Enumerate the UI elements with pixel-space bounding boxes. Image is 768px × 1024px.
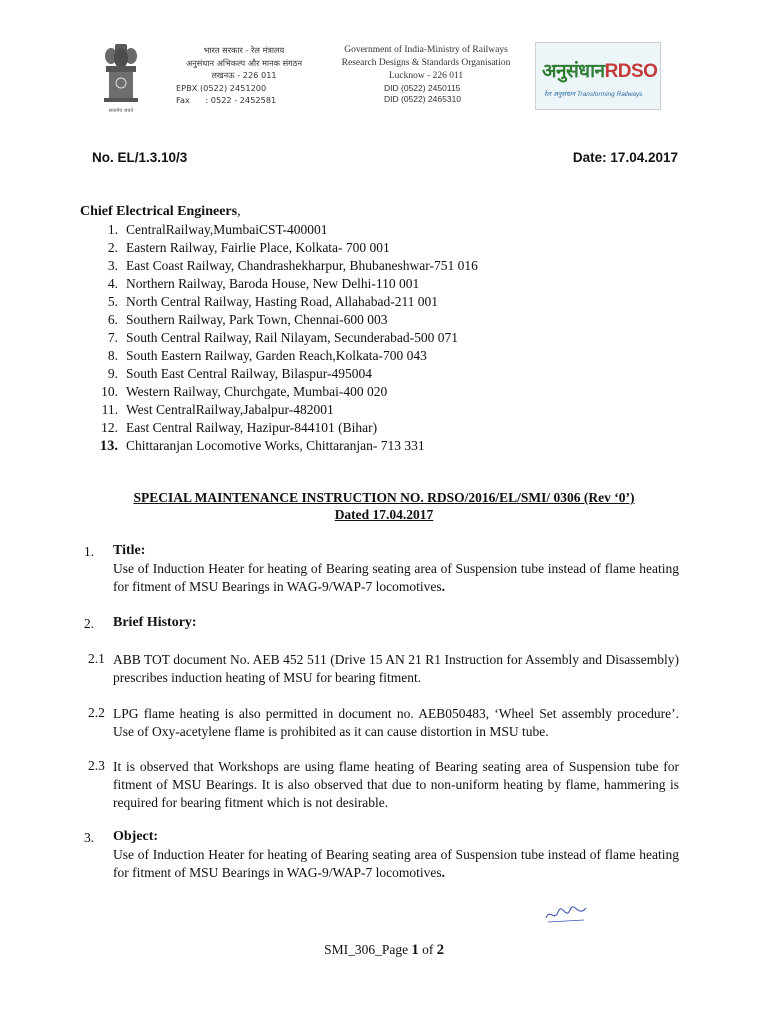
svg-text:अ.सु.-1: अ.सु.-1 <box>542 900 545 901</box>
subsection-number: 2.2 <box>88 705 105 720</box>
reference-date: Date: 17.04.2017 <box>572 150 678 165</box>
did-line: DID (0522) 2465310 <box>384 93 462 104</box>
org-line: Research Designs & Standards Organisation <box>341 58 511 68</box>
smi-heading <box>84 489 684 523</box>
subsection-number: 2.3 <box>88 758 105 773</box>
list-item: 10. Western Railway, Churchgate, Mumbai-400 020 <box>101 384 388 399</box>
list-item: 12. East Central Railway, Hazipur-844101 (Bihar) <box>101 420 378 435</box>
smi-date: Dated 17.04.2017 <box>334 507 434 522</box>
list-item: 7. South Central Railway, Rail Nilayam, Secunderabad-500 071 <box>107 330 459 345</box>
hindi-address-block <box>164 44 324 107</box>
subsection-number: 2.1 <box>88 651 105 666</box>
hindi-line: लखनऊ - 226 011 <box>211 70 277 80</box>
org-line: Government of India-Ministry of Railways <box>344 45 508 55</box>
page-footer: SMI_306_Page 1 of 2 <box>324 942 444 958</box>
list-item: 6. Southern Railway, Park Town, Chennai-600 003 <box>107 312 388 327</box>
fax-line: Fax : 0522 - 2452581 <box>176 95 277 105</box>
section-number: 2. <box>84 616 95 631</box>
list-item: 8. South Eastern Railway, Garden Reach,Kolkata-700 043 <box>107 348 427 363</box>
list-item: 2. Eastern Railway, Fairlie Place, Kolkata- 700 001 <box>107 240 390 255</box>
reference-number: No. EL/1.3.10/3 <box>92 150 188 165</box>
rdso-logo <box>535 42 661 110</box>
english-address-block <box>328 44 524 104</box>
hindi-line: अनुसंधान अभिकल्प और मानक संगठन <box>185 57 303 68</box>
signature-initials <box>542 900 590 928</box>
history-paragraph-2: LPG flame heating is also permitted in document no. AEB050483, ‘Wheel Set assembly procedure’. Use of Oxy-acetylene flame is prohibited as it can cause distortion in MSU tube. <box>113 706 679 739</box>
emblem-caption: सत्यमेव जयते <box>108 108 134 114</box>
history-paragraph-1: ABB TOT document No. AEB 452 511 (Drive 15 AN 21 R1 Instruction for Assembly and Disassembly) prescribes induction heating of MSU for bearing fitment. <box>113 652 679 685</box>
list-item: 1. CentralRailway,MumbaiCST-400001 <box>107 222 328 237</box>
logo-wordmark: अनुसंधानRDSO <box>542 61 658 82</box>
section-title-history: Brief History: <box>113 615 197 630</box>
addressee-heading: Chief Electrical Engineers, <box>80 204 241 219</box>
list-item: 9. South East Central Railway, Bilaspur-495004 <box>107 366 372 381</box>
object-paragraph: Use of Induction Heater for heating of Bearing seating area of Suspension tube instead of flame heating for fitment of MSU Bearings in WAG-9/WAP-7 locomotives. <box>113 847 679 880</box>
reference-line <box>92 150 678 165</box>
org-line: Lucknow - 226 011 <box>388 71 464 81</box>
logo-tagline: रेल अनुसंधान Transforming Railways <box>544 91 643 98</box>
history-paragraph-3: It is observed that Workshops are using flame heating of Bearing seating area of Suspension tube for fitment of MSU Bearings. It is also observed that due to non-uniform heating by flame, hammering is required for bearing fitment which is not desirable. <box>113 759 679 810</box>
section-title-title: Title: <box>113 543 146 558</box>
section-number: 1. <box>84 544 95 559</box>
addressee-list <box>82 221 642 455</box>
list-item: 11. West CentralRailway,Jabalpur-482001 <box>101 402 334 417</box>
list-item: 5. North Central Railway, Hasting Road, Allahabad-211 001 <box>107 294 439 309</box>
title-paragraph: Use of Induction Heater for heating of Bearing seating area of Suspension tube instead of flame heating for fitment of MSU Bearings in WAG-9/WAP-7 locomotives. <box>113 561 679 594</box>
section-title-object: Object: <box>113 829 159 844</box>
list-item: 13. Chittaranjan Locomotive Works, Chittaranjan- 713 331 <box>99 438 425 454</box>
smi-number: SPECIAL MAINTENANCE INSTRUCTION NO. RDSO/2016/EL/SMI/ 0306 (Rev ‘0’) <box>133 490 635 505</box>
list-item: 4. Northern Railway, Baroda House, New Delhi-110 001 <box>107 276 420 291</box>
did-line: DID (0522) 2450115 <box>384 83 461 93</box>
list-item: 3. East Coast Railway, Chandrashekharpur, Bhubaneshwar-751 016 <box>107 258 478 273</box>
hindi-line: भारत सरकार - रेल मंत्रालय <box>203 45 285 55</box>
section-number: 3. <box>84 830 95 845</box>
ashoka-emblem-icon <box>100 40 142 116</box>
epbx-line: EPBX (0522) 2451200 <box>176 82 267 93</box>
